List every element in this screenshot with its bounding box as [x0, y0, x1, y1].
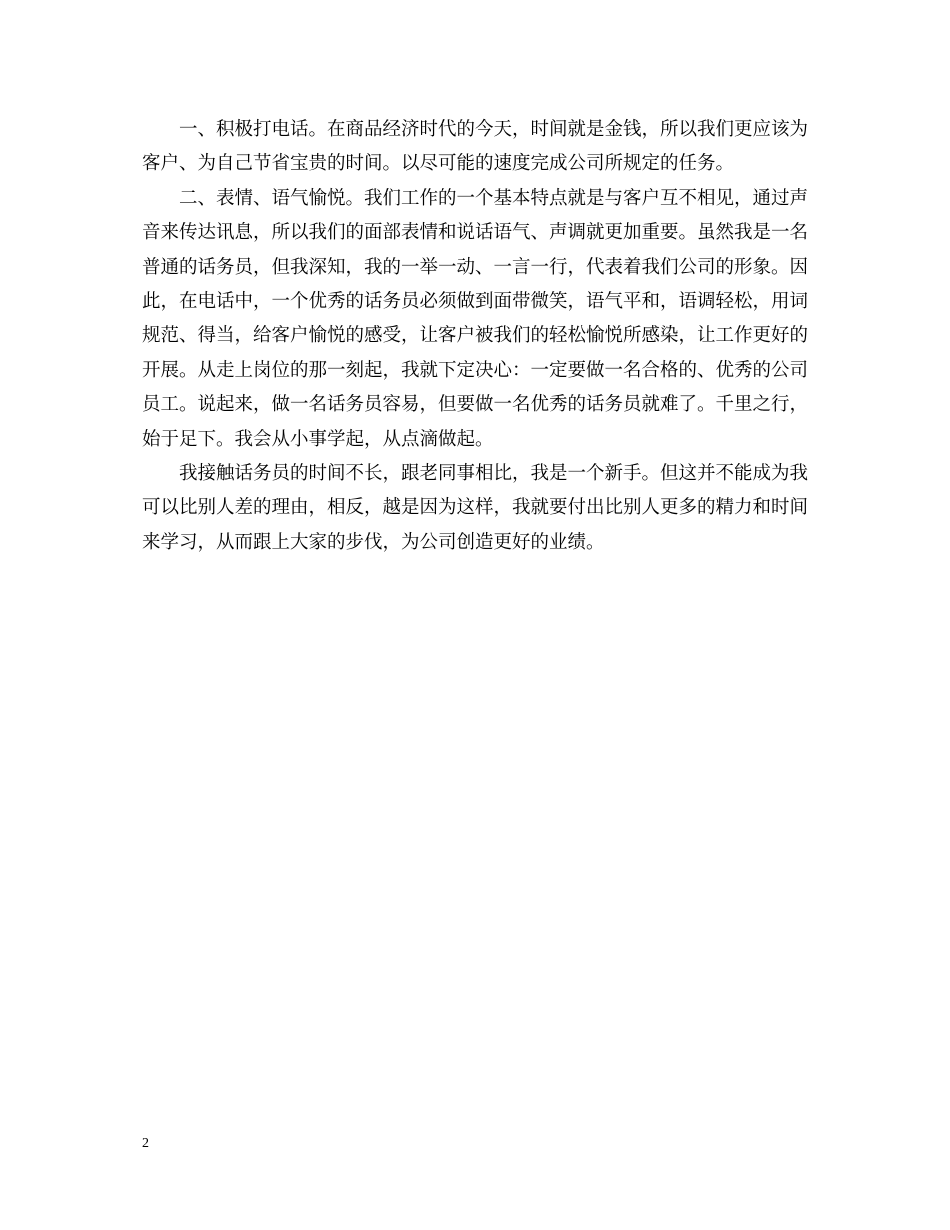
paragraph-2: 二、表情、语气愉悦。我们工作的一个基本特点就是与客户互不相见，通过声音来传达讯息，所以我们的面部表情和说话语气、声调就更加重要。虽然我是一名普通的话务员，但我深知，我的一举一动、一言一行，代表着我们公司的形象。因此，在电话中，一个优秀的话务员必须做到面带微笑，语气平和，语调轻松，用词规范、得当，给客户愉悦的感受，让客户被我们的轻松愉悦所感染，让工作更好的开展。从走上岗位的那一刻起，我就下定决心：一定要做一名合格的、优秀的公司员工。说起来，做一名话务员容易，但要做一名优秀的话务员就难了。千里之行，始于足下。我会从小事学起，从点滴做起。	[142, 187, 809, 450]
body-text	[142, 113, 808, 560]
page-number: 2	[142, 1136, 149, 1151]
paragraph-1: 一、积极打电话。在商品经济时代的今天，时间就是金钱，所以我们更应该为客户、为自己节省宝贵的时间。以尽可能的速度完成公司所规定的任务。	[142, 119, 809, 175]
paragraph-3: 我接触话务员的时间不长，跟老同事相比，我是一个新手。但这并不能成为我可以比别人差的理由，相反，越是因为这样，我就要付出比别人更多的精力和时间来学习，从而跟上大家的步伐，为公司创造更好的业绩。	[142, 463, 809, 553]
